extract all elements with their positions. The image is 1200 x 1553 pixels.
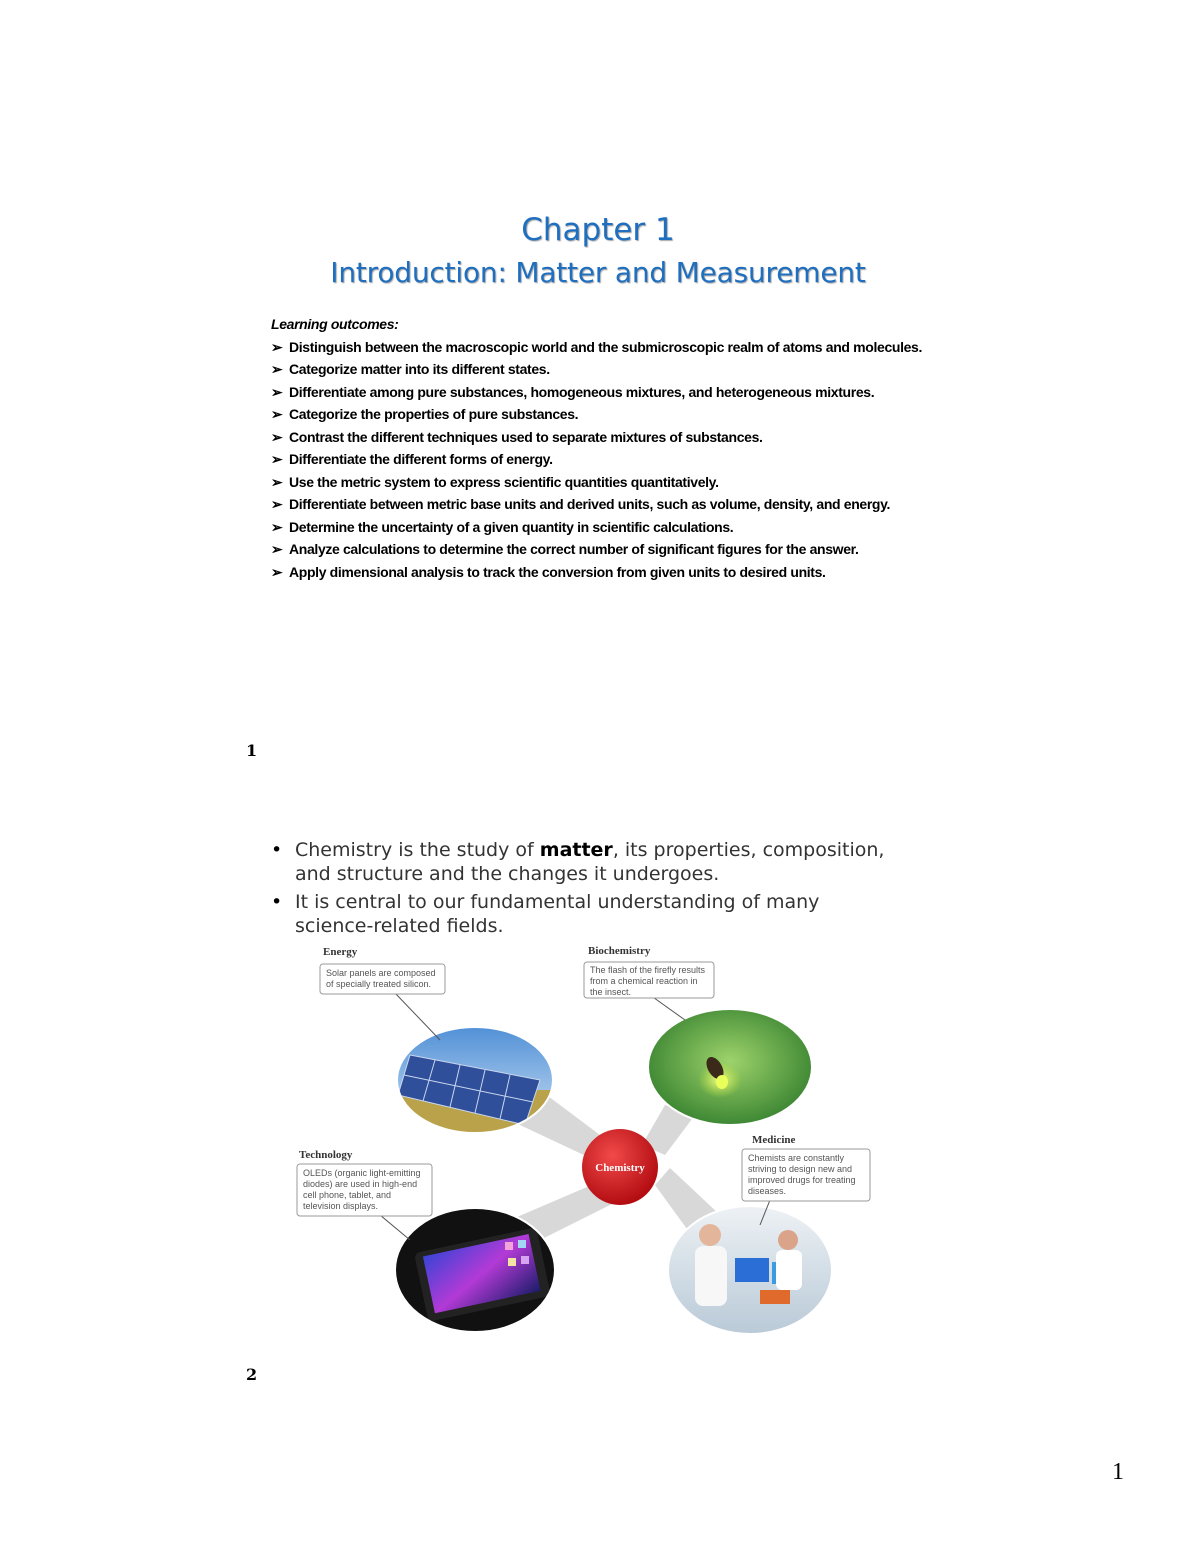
outcome-text: Contrast the different techniques used to separate mixtures of substances. (289, 428, 763, 445)
outcome-text: Categorize the properties of pure substances. (289, 406, 579, 422)
list-item (268, 838, 888, 886)
bullet-icon: • (271, 839, 283, 861)
arrow-bullet-icon: ➢ (271, 383, 283, 400)
list-item (271, 538, 931, 561)
medicine-callout-text: striving to design new and (748, 1164, 853, 1174)
outcome-text: Determine the uncertainty of a given quantity in scientific calculations. (289, 518, 734, 535)
outcome-text: Analyze calculations to determine the correct number of significant figures for the answer. (289, 541, 859, 557)
list-item (271, 493, 931, 516)
list-item (271, 403, 931, 426)
chemistry-fields-figure (290, 940, 880, 1340)
arrow-bullet-icon: ➢ (271, 451, 283, 467)
bullet-icon: • (271, 891, 283, 913)
biochemistry-callout-text: from a chemical reaction in (590, 976, 698, 986)
list-item (271, 516, 931, 539)
energy-callout-text: Solar panels are composed (326, 968, 436, 978)
energy-callout-title: Energy (323, 946, 358, 958)
learning-outcomes-heading: Learning outcomes: (271, 316, 399, 332)
arrow-bullet-icon: ➢ (271, 428, 283, 445)
biochemistry-callout-title: Biochemistry (588, 945, 651, 957)
bullet-text: It is central to our fundamental understanding of many science-related fields. (295, 891, 820, 937)
slide-number: 2 (246, 1365, 258, 1384)
arrow-bullet-icon: ➢ (271, 473, 283, 490)
technology-callout-text: diodes) are used in high-end (303, 1179, 418, 1189)
arrow-bullet-icon: ➢ (271, 496, 283, 512)
arrow-bullet-icon: ➢ (271, 563, 283, 580)
page-number: 1 (1112, 1459, 1124, 1485)
outcome-list (271, 336, 931, 584)
bullet-keyword: matter (539, 839, 613, 861)
outcome-text: Distinguish between the macroscopic world and the submicroscopic realm of atoms and molecules. (289, 338, 923, 355)
bullet-text-lead: Chemistry is the study of (295, 839, 540, 861)
outcome-text: Categorize matter into its different states. (289, 361, 550, 377)
list-item (271, 448, 931, 471)
list-item (268, 890, 888, 938)
list-item (271, 381, 931, 404)
technology-callout-text: television displays. (303, 1201, 379, 1211)
list-item (271, 336, 931, 359)
medicine-callout-title: Medicine (752, 1134, 796, 1146)
technology-callout-text: cell phone, tablet, and (303, 1190, 392, 1200)
arrow-bullet-icon: ➢ (271, 518, 283, 535)
outcome-text: Differentiate among pure substances, homogeneous mixtures, and heterogeneous mixtures. (289, 383, 875, 400)
list-item (271, 426, 931, 449)
biochemistry-callout-text: the insect. (590, 987, 632, 997)
biochemistry-callout-text: The flash of the firefly results (590, 965, 706, 975)
medicine-callout-text: diseases. (748, 1186, 787, 1196)
chapter-subtitle: Introduction: Matter and Measurement (330, 256, 866, 289)
technology-callout-text: OLEDs (organic light-emitting (303, 1168, 421, 1178)
bullet-text-tail: , its properties, composition, and structure and the changes it undergoes. (295, 839, 885, 885)
list-item (271, 471, 931, 494)
list-item (271, 358, 931, 381)
slide-number: 1 (246, 741, 258, 760)
arrow-bullet-icon: ➢ (271, 406, 283, 422)
medicine-callout-text: improved drugs for treating (748, 1175, 856, 1185)
chemistry-center-label: Chemistry (595, 1162, 645, 1174)
learning-outcomes (271, 313, 931, 583)
arrow-bullet-icon: ➢ (271, 541, 283, 557)
outcome-text: Apply dimensional analysis to track the conversion from given units to desired units. (289, 563, 826, 580)
outcome-text: Use the metric system to express scientific quantities quantitatively. (289, 473, 719, 490)
medicine-callout-text: Chemists are constantly (748, 1153, 845, 1163)
list-item (271, 561, 931, 584)
chapter-title: Chapter 1 (521, 212, 675, 248)
slide-bullets (268, 838, 888, 942)
arrow-bullet-icon: ➢ (271, 338, 283, 355)
outcome-text: Differentiate between metric base units and derived units, such as volume, density, and energy. (289, 496, 891, 512)
arrow-bullet-icon: ➢ (271, 361, 283, 377)
energy-callout-text: of specially treated silicon. (326, 979, 432, 989)
technology-callout-title: Technology (299, 1149, 353, 1161)
outcome-text: Differentiate the different forms of energy. (289, 451, 553, 467)
